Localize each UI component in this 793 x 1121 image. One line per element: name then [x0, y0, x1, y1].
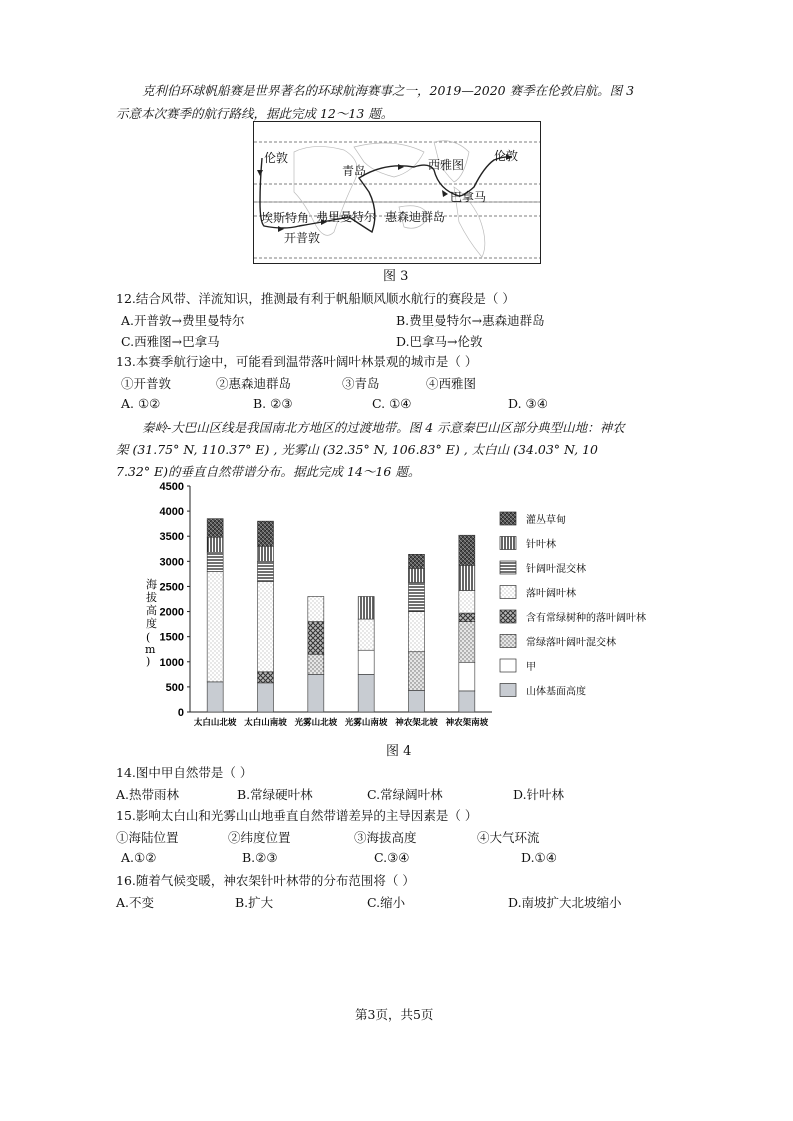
bar-segment [358, 596, 374, 619]
bar-segment [258, 672, 274, 683]
y-tick-label: 2000 [159, 606, 184, 619]
q16-option-a[interactable]: A.不变 [116, 895, 155, 910]
legend-swatch [500, 610, 516, 623]
label-panama: 巴拿马 [450, 190, 487, 204]
bar-segment [358, 650, 374, 674]
q13-item-1: ①开普敦 [121, 376, 172, 391]
q12-option-c[interactable]: C.西雅图→巴拿马 [121, 334, 220, 349]
x-tick-label: 太白山南坡 [244, 718, 287, 728]
bar-segment [409, 568, 425, 582]
bar-segment [358, 619, 374, 650]
q15-stem: 15.影响太白山和光雾山山地垂直自然带谱差异的主导因素是（ ） [116, 808, 478, 823]
q16-stem: 16.随着气候变暖，神农架针叶林带的分布范围将（ ） [116, 873, 415, 888]
legend-swatch [500, 635, 516, 648]
q15-item-1: ①海陆位置 [116, 830, 179, 845]
y-tick-label: 500 [165, 681, 184, 694]
y-tick-label: 4000 [159, 506, 184, 519]
bar-segment [258, 521, 274, 546]
bar-segment [258, 561, 274, 581]
label-punta-del-este: 埃斯特角 [261, 211, 310, 225]
legend-label: 山体基面高度 [526, 686, 586, 698]
legend-label: 针阔叶混交林 [526, 564, 586, 575]
bar-segment [207, 519, 223, 538]
legend-label: 甲 [526, 662, 536, 673]
bar-segment [409, 652, 425, 691]
q14-option-a[interactable]: A.热带雨林 [116, 787, 180, 802]
y-tick-label: 2500 [159, 581, 184, 594]
bar-segment [459, 535, 475, 565]
x-tick-label: 神农架北坡 [395, 718, 438, 728]
q15-item-2: ②纬度位置 [228, 830, 291, 845]
bar-segment [308, 654, 324, 674]
q14-stem: 14.图中甲自然带是（ ） [116, 765, 253, 780]
legend-swatch [500, 684, 516, 697]
x-tick-label: 光雾山南坡 [344, 718, 388, 728]
label-cape-town: 开普敦 [284, 231, 321, 245]
q12-stem: 12.结合风带、洋流知识，推测最有利于帆船顺风顺水航行的赛段是（ ） [116, 291, 515, 306]
bar-segment [207, 552, 223, 571]
bar-segment [308, 674, 324, 712]
y-axis-label-7: ) [146, 655, 151, 668]
q14-option-c[interactable]: C.常绿阔叶林 [367, 787, 443, 802]
q13-option-d[interactable]: D. ③④ [508, 396, 548, 411]
bar-segment [409, 554, 425, 568]
q15-option-c[interactable]: C.③④ [374, 850, 410, 865]
chart-legend [500, 512, 646, 698]
y-tick-label: 1500 [159, 631, 184, 644]
legend-label: 落叶阔叶林 [526, 588, 576, 600]
legend-swatch [500, 586, 516, 599]
chart-x-labels [194, 717, 489, 728]
q16-option-d[interactable]: D.南坡扩大北坡缩小 [508, 895, 622, 910]
q12-option-d[interactable]: D.巴拿马→伦敦 [396, 334, 483, 349]
legend-swatch [500, 537, 516, 550]
bar-segment [409, 582, 425, 611]
bar-segment [409, 612, 425, 652]
label-london-start: 伦敦 [264, 151, 289, 165]
bar-segment [459, 691, 475, 712]
q13-item-2: ②惠森迪群岛 [216, 376, 292, 391]
legend-label: 含有常绿树种的落叶阔叶林 [526, 613, 646, 624]
x-tick-label: 太白山北坡 [193, 718, 237, 728]
x-tick-label: 神农架南坡 [445, 718, 489, 728]
q13-item-4: ④西雅图 [426, 376, 477, 391]
label-fremantle: 弗里曼特尔 [316, 210, 377, 224]
route-map [253, 121, 541, 264]
intro1-line2: 示意本次赛季的航行路线，据此完成 12～13 题。 [116, 106, 394, 121]
x-tick-label: 光雾山北坡 [294, 718, 338, 728]
legend-label: 针叶林 [526, 539, 556, 551]
intro2-line3: 7.32° E)的垂直自然带谱分布。据此完成 14～16 题。 [116, 464, 421, 479]
legend-swatch [500, 659, 516, 672]
vertical-zone-chart [138, 478, 698, 736]
q13-stem: 13.本赛季航行途中，可能看到温带落叶阔叶林景观的城市是（ ） [116, 354, 478, 369]
y-tick-label: 3500 [159, 531, 184, 544]
bar-segment [207, 571, 223, 681]
q12-option-a[interactable]: A.开普敦→费里曼特尔 [121, 313, 245, 328]
bar-segment [459, 590, 475, 613]
bar-segment [308, 622, 324, 655]
bar-segment [358, 674, 374, 712]
page-footer: 第3页，共5页 [355, 1007, 434, 1022]
y-tick-label: 0 [177, 707, 184, 719]
q13-item-3: ③青岛 [342, 376, 380, 391]
q15-item-3: ③海拔高度 [354, 830, 417, 845]
bar-segment [409, 690, 425, 712]
y-axis-label-3: 高 [146, 604, 157, 617]
bar-segment [308, 596, 324, 621]
bar-segment [258, 683, 274, 712]
label-qingdao: 青岛 [342, 164, 367, 178]
y-axis-label-5: ( [146, 631, 151, 644]
bar-segment [459, 565, 475, 590]
q13-option-b[interactable]: B. ②③ [253, 396, 293, 411]
q14-option-d[interactable]: D.针叶林 [513, 787, 565, 802]
intro1-line1: 克利伯环球帆船赛是世界著名的环球航海赛事之一，2019—2020 赛季在伦敦启航。图 3 [142, 83, 635, 98]
figure3-caption: 图 3 [383, 269, 409, 284]
chart-bars [207, 519, 475, 712]
q12-option-b[interactable]: B.费里曼特尔→惠森迪群岛 [396, 313, 545, 328]
q14-option-b[interactable]: B.常绿硬叶林 [237, 787, 313, 802]
intro2-line1: 秦岭-大巴山区线是我国南北方地区的过渡地带。图 4 示意秦巴山区部分典型山地：神农 [142, 420, 625, 435]
figure4-caption: 图 4 [386, 744, 412, 759]
bar-segment [207, 537, 223, 552]
label-london-end: 伦敦 [494, 149, 519, 163]
q13-option-c[interactable]: C. ①④ [372, 396, 412, 411]
y-axis-label-2: 拔 [146, 591, 157, 604]
legend-label: 常绿落叶阔叶混交林 [526, 637, 616, 649]
y-axis-label-1: 海 [146, 578, 157, 591]
bar-segment [258, 581, 274, 671]
q13-option-a[interactable]: A. ①② [121, 396, 161, 411]
intro2-line2: 架 (31.75° N, 110.37° E) , 光雾山 (32.35° N, 106.83° E) , 太白山 (34.03° N, 10 [116, 442, 599, 457]
y-tick-label: 3000 [159, 556, 184, 569]
q15-option-b[interactable]: B.②③ [242, 850, 278, 865]
label-seattle: 西雅图 [428, 158, 465, 172]
q15-option-d[interactable]: D.①④ [521, 850, 557, 865]
y-tick-label: 4500 [159, 481, 184, 493]
legend-swatch [500, 512, 516, 525]
q16-option-c[interactable]: C.缩小 [367, 895, 406, 910]
y-axis-label-6: m [145, 643, 156, 656]
bar-segment [459, 613, 475, 622]
bar-segment [207, 682, 223, 712]
legend-swatch [500, 561, 516, 574]
q16-option-b[interactable]: B.扩大 [235, 895, 274, 910]
q15-option-a[interactable]: A.①② [121, 850, 157, 865]
q15-item-4: ④大气环流 [477, 830, 540, 845]
y-tick-label: 1000 [159, 656, 184, 669]
label-whitsundays: 惠森迪群岛 [385, 210, 446, 224]
bar-segment [459, 662, 475, 691]
legend-label: 灌丛草甸 [526, 515, 566, 526]
bar-segment [459, 622, 475, 663]
y-axis-label-4: 度 [146, 617, 157, 630]
bar-segment [258, 546, 274, 561]
